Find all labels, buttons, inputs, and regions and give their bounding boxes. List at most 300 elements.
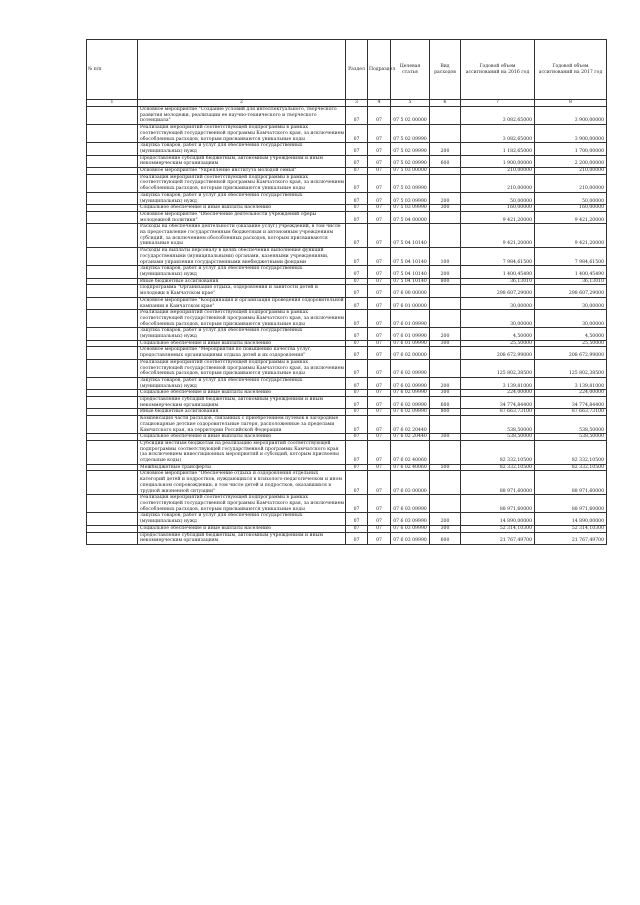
- row-num: [87, 205, 138, 212]
- row-num: [87, 409, 138, 416]
- row-razdel: 07: [346, 440, 368, 464]
- row-2017: 125 802,38500: [535, 359, 607, 377]
- row-razdel: 07: [346, 211, 368, 223]
- row-vid: 300: [430, 525, 461, 532]
- row-podrazdel: 07: [368, 471, 391, 495]
- row-2016: 3 082,65000: [461, 125, 535, 143]
- table-row: [87, 347, 607, 359]
- row-razdel: 07: [346, 464, 368, 471]
- row-podrazdel: 07: [368, 143, 391, 155]
- row-razdel: 07: [346, 525, 368, 532]
- row-vid: [430, 211, 461, 223]
- row-razdel: 07: [346, 390, 368, 397]
- row-podrazdel: 07: [368, 440, 391, 464]
- row-2017: 538,50000: [535, 434, 607, 441]
- header-2016: Годовой объем ассигнований на 2016 год: [461, 40, 535, 100]
- row-2017: 3 900,00000: [535, 125, 607, 143]
- table-row: [87, 464, 607, 471]
- row-target: 07 6 03 09990: [391, 495, 430, 513]
- table-row: [87, 192, 607, 204]
- row-razdel: 07: [346, 347, 368, 359]
- row-description: Основное мероприятие "Создание условий для интеллектуального, творческого развития молодежи, реализации ее научно-технического и творческого потенциала": [138, 107, 346, 125]
- row-num: [87, 224, 138, 248]
- row-razdel: 07: [346, 125, 368, 143]
- row-description: Основное мероприятие "Укрепление института молодой семьи": [138, 168, 346, 175]
- row-description: Реализация мероприятий соответствующей подпрограммы в рамках соответствующей государственной программы Камчатского края, за исключением обособленных расходов, которым присваиваются уникальные коды: [138, 174, 346, 192]
- budget-table: [86, 39, 607, 545]
- row-razdel: 07: [346, 155, 368, 167]
- row-num: [87, 471, 138, 495]
- row-2017: 210,00000: [535, 168, 607, 175]
- row-2017: 9 421,20000: [535, 211, 607, 223]
- row-2017: 34 774,84400: [535, 397, 607, 409]
- row-num: [87, 495, 138, 513]
- row-target: 07 5 02 09990: [391, 125, 430, 143]
- table-row: [87, 525, 607, 532]
- row-2016: 1 182,65000: [461, 143, 535, 155]
- row-2017: 50,00000: [535, 192, 607, 204]
- row-2017: 9 421,20000: [535, 224, 607, 248]
- row-target: 07 6 01 09990: [391, 340, 430, 347]
- row-num: [87, 248, 138, 266]
- row-2016: 1 400,45490: [461, 266, 535, 278]
- row-vid: 200: [430, 377, 461, 389]
- row-target: 07 6 02 09990: [391, 359, 430, 377]
- row-description: Реализация мероприятий соответствующей подпрограммы в рамках соответствующей государственной программы Камчатского края, за исключением обособленных расходов, которым присваиваются уникальные коды: [138, 125, 346, 143]
- row-2017: 224,00000: [535, 390, 607, 397]
- row-2017: 82 332,10500: [535, 440, 607, 464]
- row-razdel: 07: [346, 285, 368, 297]
- row-2017: 21 767,49700: [535, 532, 607, 544]
- row-2017: 160,00000: [535, 205, 607, 212]
- row-vid: [430, 174, 461, 192]
- table-row: [87, 513, 607, 525]
- row-razdel: 07: [346, 340, 368, 347]
- row-podrazdel: 07: [368, 224, 391, 248]
- table-row: [87, 224, 607, 248]
- row-description: Субсидии местным бюджетам на реализацию мероприятий соответствующей подпрограммы соответствующей государственной программы Камчатского края (за исключением инвестиционных мероприятий и субсидий, которым присвоены отдельные коды): [138, 440, 346, 464]
- row-vid: [430, 359, 461, 377]
- row-target: 07 5 03 09990: [391, 174, 430, 192]
- row-2016: 9 421,20000: [461, 211, 535, 223]
- row-description: Основное мероприятие "Обеспечение деятельности учреждений сферы молодежной политики": [138, 211, 346, 223]
- row-podrazdel: 07: [368, 513, 391, 525]
- row-vid: 800: [430, 278, 461, 285]
- column-index: 1: [87, 100, 138, 107]
- table-row: [87, 107, 607, 125]
- row-vid: [430, 107, 461, 125]
- row-description: Основное мероприятие "Мероприятия по повышению качества услуг, предоставляемых организациями отдыха детей и их оздоровления": [138, 347, 346, 359]
- table-body: [87, 107, 607, 545]
- row-vid: [430, 310, 461, 328]
- row-2016: 210,00000: [461, 168, 535, 175]
- table-row: [87, 377, 607, 389]
- row-target: 07 5 02 09990: [391, 155, 430, 167]
- row-target: 07 6 02 40060: [391, 440, 430, 464]
- row-razdel: 07: [346, 224, 368, 248]
- row-razdel: 07: [346, 168, 368, 175]
- row-razdel: 07: [346, 377, 368, 389]
- table-row: [87, 205, 607, 212]
- row-description: Социальное обеспечение и иные выплаты населению: [138, 340, 346, 347]
- row-description: Закупка товаров, работ и услуг для обеспечения государственных (муниципальных) нужд: [138, 328, 346, 340]
- row-vid: 800: [430, 409, 461, 416]
- table-row: [87, 278, 607, 285]
- table-row: [87, 416, 607, 434]
- column-index: 6: [430, 100, 461, 107]
- row-razdel: 07: [346, 495, 368, 513]
- row-num: [87, 107, 138, 125]
- row-2016: 160,00000: [461, 205, 535, 212]
- row-2016: 30,00000: [461, 310, 535, 328]
- row-description: Предоставление субсидий бюджетным, автономным учреждениям и иным некоммерческим организациям: [138, 397, 346, 409]
- row-target: 07 5 02 00000: [391, 107, 430, 125]
- row-2017: 88 971,60000: [535, 495, 607, 513]
- row-2016: 1 900,00000: [461, 155, 535, 167]
- row-2017: 3 900,00000: [535, 107, 607, 125]
- row-2016: 298 607,29000: [461, 285, 535, 297]
- header-2017: Годовой объем ассигнований на 2017 год: [535, 40, 607, 100]
- row-vid: 300: [430, 390, 461, 397]
- row-2016: 538,50000: [461, 416, 535, 434]
- row-target: 07 6 02 09990: [391, 390, 430, 397]
- header-razdel: Раздел: [346, 40, 368, 100]
- table-row: [87, 409, 607, 416]
- column-index: 7: [461, 100, 535, 107]
- row-podrazdel: 07: [368, 297, 391, 309]
- row-podrazdel: 07: [368, 205, 391, 212]
- row-description: Социальное обеспечение и иные выплаты населению: [138, 205, 346, 212]
- row-num: [87, 464, 138, 471]
- table-row: [87, 440, 607, 464]
- row-vid: [430, 285, 461, 297]
- row-2016: 25,50000: [461, 340, 535, 347]
- row-2017: 88 971,60000: [535, 471, 607, 495]
- table-row: [87, 285, 607, 297]
- table-row: [87, 125, 607, 143]
- row-vid: 200: [430, 328, 461, 340]
- row-2017: 2 200,00000: [535, 155, 607, 167]
- row-razdel: 07: [346, 471, 368, 495]
- row-num: [87, 340, 138, 347]
- row-podrazdel: 07: [368, 347, 391, 359]
- row-vid: 600: [430, 532, 461, 544]
- row-2016: 36,13010: [461, 278, 535, 285]
- row-vid: [430, 125, 461, 143]
- row-target: 07 5 03 09990: [391, 192, 430, 204]
- row-2017: 7 984,61500: [535, 248, 607, 266]
- row-podrazdel: 07: [368, 248, 391, 266]
- row-razdel: 07: [346, 328, 368, 340]
- row-podrazdel: 07: [368, 525, 391, 532]
- row-2016: 9 421,20000: [461, 224, 535, 248]
- row-description: Расходы на обеспечение деятельности (оказание услуг) учреждений, в том числе на предоставление государственным бюджетным и автономным учреждениям субсидий, за исключением обособленных расходов, которым присваиваются уникальные коды: [138, 224, 346, 248]
- table-row: [87, 211, 607, 223]
- row-vid: 600: [430, 155, 461, 167]
- row-podrazdel: 07: [368, 107, 391, 125]
- row-podrazdel: 07: [368, 377, 391, 389]
- row-podrazdel: 07: [368, 310, 391, 328]
- row-num: [87, 347, 138, 359]
- row-description: Закупка товаров, работ и услуг для обеспечения государственных (муниципальных) нужд: [138, 192, 346, 204]
- row-vid: [430, 297, 461, 309]
- table-row: [87, 328, 607, 340]
- row-description: Социальное обеспечение и иные выплаты населению: [138, 390, 346, 397]
- budget-document: [86, 39, 606, 545]
- row-razdel: 07: [346, 416, 368, 434]
- row-2017: 210,00000: [535, 174, 607, 192]
- row-2016: 30,00000: [461, 297, 535, 309]
- row-num: [87, 297, 138, 309]
- row-2017: 1 700,00000: [535, 143, 607, 155]
- row-2016: 88 971,60000: [461, 471, 535, 495]
- table-row: [87, 248, 607, 266]
- column-index-row: [87, 100, 607, 107]
- row-num: [87, 525, 138, 532]
- row-2017: 30,00000: [535, 297, 607, 309]
- row-razdel: 07: [346, 397, 368, 409]
- row-vid: [430, 495, 461, 513]
- row-2017: 1 400,45490: [535, 266, 607, 278]
- row-razdel: 07: [346, 107, 368, 125]
- header-description: [138, 40, 346, 100]
- row-description: Межбюджетные трансферты: [138, 464, 346, 471]
- column-index: 3: [346, 100, 368, 107]
- row-2016: 34 774,84400: [461, 397, 535, 409]
- row-num: [87, 359, 138, 377]
- row-num: [87, 513, 138, 525]
- row-target: 07 5 04 10140: [391, 248, 430, 266]
- column-index: 5: [391, 100, 430, 107]
- row-target: 07 6 02 00000: [391, 347, 430, 359]
- row-vid: 300: [430, 340, 461, 347]
- row-2017: 298 607,29000: [535, 285, 607, 297]
- row-2017: 4,50000: [535, 328, 607, 340]
- row-vid: [430, 168, 461, 175]
- row-2016: 88 971,60000: [461, 495, 535, 513]
- row-2017: 82 332,10500: [535, 464, 607, 471]
- row-description: Предоставление субсидий бюджетным, автономным учреждениям и иным некоммерческим организациям: [138, 155, 346, 167]
- row-num: [87, 377, 138, 389]
- column-index: 4: [368, 100, 391, 107]
- row-num: [87, 192, 138, 204]
- row-num: [87, 532, 138, 544]
- row-2017: 36,13010: [535, 278, 607, 285]
- row-target: 07 6 01 09990: [391, 328, 430, 340]
- row-description: Социальное обеспечение и иные выплаты населению: [138, 434, 346, 441]
- row-podrazdel: 07: [368, 434, 391, 441]
- row-razdel: 07: [346, 409, 368, 416]
- table-row: [87, 297, 607, 309]
- row-vid: 200: [430, 192, 461, 204]
- table-row: [87, 390, 607, 397]
- row-target: 07 6 01 09990: [391, 310, 430, 328]
- row-2017: 87 663,73100: [535, 409, 607, 416]
- column-index: 8: [535, 100, 607, 107]
- row-podrazdel: 07: [368, 278, 391, 285]
- table-row: [87, 310, 607, 328]
- row-razdel: 07: [346, 174, 368, 192]
- row-num: [87, 278, 138, 285]
- row-num: [87, 416, 138, 434]
- header-target: Целевая статья: [391, 40, 430, 100]
- row-podrazdel: 07: [368, 155, 391, 167]
- row-target: 07 5 02 09990: [391, 143, 430, 155]
- table-row: [87, 266, 607, 278]
- table-row: [87, 471, 607, 495]
- row-target: 07 5 03 00000: [391, 168, 430, 175]
- row-vid: 500: [430, 464, 461, 471]
- row-2016: 3 139,81000: [461, 377, 535, 389]
- row-description: Закупка товаров, работ и услуг для обеспечения государственных (муниципальных) нужд: [138, 143, 346, 155]
- row-num: [87, 285, 138, 297]
- row-podrazdel: 07: [368, 266, 391, 278]
- row-razdel: 07: [346, 310, 368, 328]
- row-target: 07 5 04 10140: [391, 266, 430, 278]
- row-2017: 208 672,99000: [535, 347, 607, 359]
- row-2017: 30,00000: [535, 310, 607, 328]
- row-vid: 600: [430, 397, 461, 409]
- row-podrazdel: 07: [368, 416, 391, 434]
- row-2016: 14 890,00000: [461, 513, 535, 525]
- row-num: [87, 155, 138, 167]
- row-num: [87, 174, 138, 192]
- row-description: Предоставление субсидий бюджетным, автономным учреждениям и иным некоммерческим организациям: [138, 532, 346, 544]
- row-num: [87, 168, 138, 175]
- row-target: 07 6 02 20440: [391, 416, 430, 434]
- row-description: Реализация мероприятий соответствующей подпрограммы в рамках соответствующей государственной программы Камчатского края, за исключением обособленных расходов, которым присваиваются уникальные коды: [138, 359, 346, 377]
- row-2016: 82 332,10500: [461, 464, 535, 471]
- row-razdel: 07: [346, 297, 368, 309]
- row-num: [87, 143, 138, 155]
- row-podrazdel: 07: [368, 390, 391, 397]
- row-target: 07 6 02 09990: [391, 397, 430, 409]
- row-razdel: 07: [346, 359, 368, 377]
- row-podrazdel: 07: [368, 340, 391, 347]
- row-description: Закупка товаров, работ и услуг для обеспечения государственных (муниципальных) нужд: [138, 266, 346, 278]
- row-2016: 21 767,49700: [461, 532, 535, 544]
- row-podrazdel: 07: [368, 285, 391, 297]
- row-target: 07 6 01 00000: [391, 297, 430, 309]
- row-razdel: 07: [346, 192, 368, 204]
- row-vid: 200: [430, 266, 461, 278]
- row-target: 07 5 04 00000: [391, 211, 430, 223]
- row-2016: 87 663,73100: [461, 409, 535, 416]
- row-2017: 3 139,81000: [535, 377, 607, 389]
- row-podrazdel: 07: [368, 125, 391, 143]
- row-2017: 538,50000: [535, 416, 607, 434]
- row-podrazdel: 07: [368, 532, 391, 544]
- row-podrazdel: 07: [368, 359, 391, 377]
- row-podrazdel: 07: [368, 464, 391, 471]
- row-target: 07 6 02 20440: [391, 434, 430, 441]
- row-description: Подпрограмма "Организация отдыха, оздоровления и занятости детей и молодежи в Камчатском крае": [138, 285, 346, 297]
- row-2016: 210,00000: [461, 174, 535, 192]
- table-row: [87, 397, 607, 409]
- row-description: Реализация мероприятий соответствующей подпрограммы в рамках соответствующей государственной программы Камчатского края, за исключением обособленных расходов, которым присваиваются уникальные коды: [138, 495, 346, 513]
- row-vid: 200: [430, 513, 461, 525]
- row-description: Расходы на выплаты персоналу в целях обеспечения выполнения функций государственными (муниципальными) органами, казенными учреждениями, органами управления государственными внебюджетными фондами: [138, 248, 346, 266]
- row-vid: [430, 416, 461, 434]
- row-razdel: 07: [346, 532, 368, 544]
- header-num: № п/п: [87, 40, 138, 100]
- row-podrazdel: 07: [368, 328, 391, 340]
- row-target: 07 5 03 09990: [391, 205, 430, 212]
- row-2016: 538,50000: [461, 434, 535, 441]
- row-podrazdel: 07: [368, 168, 391, 175]
- row-vid: [430, 224, 461, 248]
- row-vid: 300: [430, 205, 461, 212]
- row-target: 07 6 03 00000: [391, 471, 430, 495]
- row-target: 07 6 03 09990: [391, 513, 430, 525]
- row-podrazdel: 07: [368, 409, 391, 416]
- row-razdel: 07: [346, 205, 368, 212]
- row-target: 07 6 03 09990: [391, 525, 430, 532]
- table-header: [87, 40, 607, 107]
- row-target: 07 5 04 10140: [391, 278, 430, 285]
- row-vid: 300: [430, 434, 461, 441]
- row-2016: 7 984,61500: [461, 248, 535, 266]
- row-description: Закупка товаров, работ и услуг для обеспечения государственных (муниципальных) нужд: [138, 377, 346, 389]
- row-target: 07 6 00 00000: [391, 285, 430, 297]
- row-target: 07 5 04 10140: [391, 224, 430, 248]
- row-description: Иные бюджетные ассигнования: [138, 278, 346, 285]
- row-description: Реализация мероприятий соответствующей подпрограммы в рамках соответствующей государственной программы Камчатского края, за исключением обособленных расходов, которым присваиваются уникальные коды: [138, 310, 346, 328]
- row-podrazdel: 07: [368, 192, 391, 204]
- row-description: Основное мероприятие "Обеспечение отдыха и оздоровления отдельных категорий детей и подростков, нуждающихся в психолого-педагогическом и ином специальном сопровождении, в том числе детей и подростков, оказавшихся в трудной жизненной ситуации": [138, 471, 346, 495]
- table-row: [87, 340, 607, 347]
- row-target: 07 6 02 09990: [391, 377, 430, 389]
- row-podrazdel: 07: [368, 495, 391, 513]
- row-description: Основное мероприятие "Координация и организация проведения оздоровительной кампании в Камчатском крае": [138, 297, 346, 309]
- row-num: [87, 440, 138, 464]
- table-row: [87, 168, 607, 175]
- row-target: 07 6 03 09990: [391, 532, 430, 544]
- row-description: Компенсация части расходов, связанных с приобретением путевок в загородные стационарные детские оздоровительные лагеря, расположенные за пределами Камчатского края, на территории Российской Федерации: [138, 416, 346, 434]
- row-razdel: 07: [346, 266, 368, 278]
- row-description: Иные бюджетные ассигнования: [138, 409, 346, 416]
- row-num: [87, 397, 138, 409]
- row-vid: [430, 440, 461, 464]
- table-row: [87, 532, 607, 544]
- row-2017: 25,50000: [535, 340, 607, 347]
- row-2016: 224,00000: [461, 390, 535, 397]
- table-row: [87, 143, 607, 155]
- row-vid: 100: [430, 248, 461, 266]
- row-2016: 125 802,38500: [461, 359, 535, 377]
- table-row: [87, 495, 607, 513]
- row-razdel: 07: [346, 278, 368, 285]
- column-index: 2: [138, 100, 346, 107]
- table-row: [87, 434, 607, 441]
- row-target: 07 6 02 40060: [391, 464, 430, 471]
- row-razdel: 07: [346, 143, 368, 155]
- row-vid: 200: [430, 143, 461, 155]
- row-description: Социальное обеспечение и иные выплаты населению: [138, 525, 346, 532]
- row-num: [87, 390, 138, 397]
- row-num: [87, 266, 138, 278]
- row-podrazdel: 07: [368, 174, 391, 192]
- row-razdel: 07: [346, 513, 368, 525]
- row-2017: 52 314,10300: [535, 525, 607, 532]
- row-num: [87, 211, 138, 223]
- row-num: [87, 328, 138, 340]
- row-razdel: 07: [346, 434, 368, 441]
- row-2017: 14 890,00000: [535, 513, 607, 525]
- header-vid: Вид расходов: [430, 40, 461, 100]
- row-vid: [430, 471, 461, 495]
- row-description: Закупка товаров, работ и услуг для обеспечения государственных (муниципальных) нужд: [138, 513, 346, 525]
